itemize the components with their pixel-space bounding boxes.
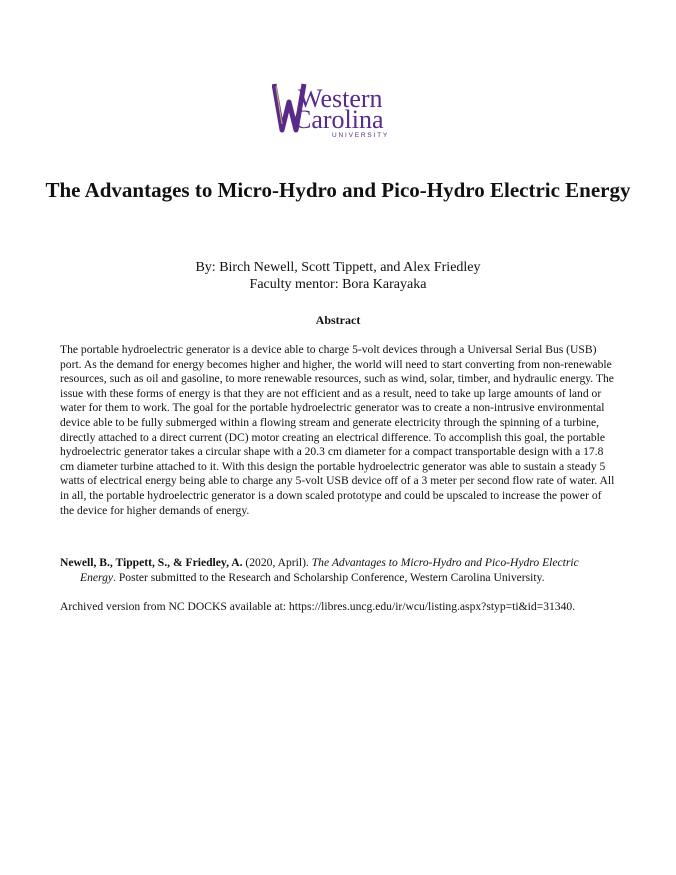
logo-line-3: UNIVERSITY (332, 132, 390, 138)
logo-line-2: Carolina (294, 105, 384, 134)
byline: By: Birch Newell, Scott Tippett, and Alex Friedley (195, 260, 481, 275)
archive-note: Archived version from NC DOCKS available at: https://libres.uncg.edu/ir/wcu/listing.aspx?styp=ti&id=31340. (60, 600, 576, 613)
faculty-mentor: Faculty mentor: Bora Karayaka (249, 277, 427, 292)
page-title: The Advantages to Micro-Hydro and Pico-Hydro Electric Energy (45, 178, 631, 202)
university-logo-mark (272, 82, 412, 138)
citation-rest: . Poster submitted to the Research and Scholarship Conference, Western Carolina University. (113, 571, 545, 584)
citation-title: The Advantages to Micro-Hydro and Pico-Hydro Electric Energy (80, 556, 579, 584)
author-block (60, 259, 616, 293)
logo-line-1: Western (298, 84, 383, 113)
citation-date: (2020, April). (242, 556, 312, 569)
abstract-text: The portable hydroelectric generator is a device able to charge 5-volt devices through a Universal Serial Bus (USB) port. As the demand for energy becomes higher and higher, the world will need to start converting from non-renewable resources, such as oil and gasoline, to more renewable resources, such as wind, solar, timber, and hydraulic energy. The issue with these forms of energy is that they are not efficient and as a result, need to take up large amounts of land or water for them to work. The goal for the portable hydroelectric generator was to create a non-intrusive environmental device able to be fully submerged within a flowing stream and generate electricity through the spinning of a turbine, directly attached to a direct current (DC) motor creating an electrical difference. To accomplish this goal, the portable hydroelectric generator takes a circular shape with a 20.3 cm diameter for a compact transportable design with a 17.8 cm diameter turbine attached to it. With this design the portable hydroelectric generator was able to sustain a steady 5 watts of electrical energy being able to charge any 5-volt USB device off of a 3 meter per second flow rate of water. All in all, the portable hydroelectric generator is a down scaled prototype and could be upscaled to increase the power of the device for higher demands of energy. (60, 343, 615, 517)
citation (60, 555, 616, 585)
citation-authors: Newell, B., Tippett, S., & Friedley, A. (60, 556, 243, 569)
abstract-heading: Abstract (315, 313, 361, 327)
university-logo (272, 82, 412, 138)
